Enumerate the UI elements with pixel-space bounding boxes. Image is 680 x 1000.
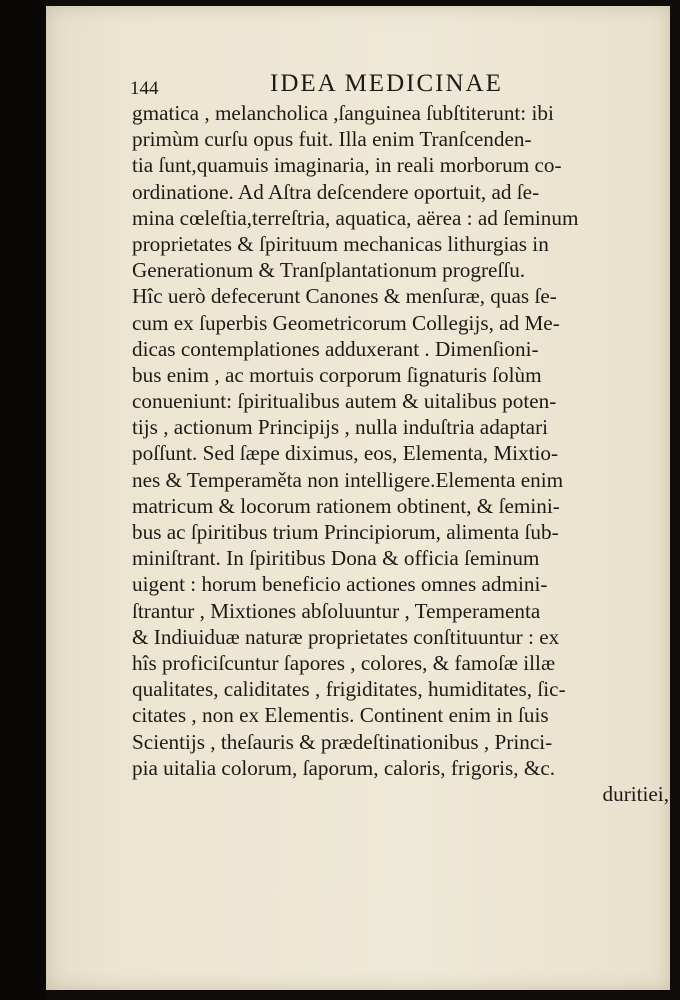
- text-line: bus enim , ac mortuis corporum ſignaturis ſolùm: [132, 362, 542, 387]
- text-line: ſtrantur , Mixtiones abſoluuntur , Temperamenta: [132, 598, 541, 623]
- text-line: & Indiuiduæ naturæ proprietates conſtituuntur : ex: [132, 624, 560, 649]
- catchword: duritiei,: [602, 781, 669, 806]
- text-line: tia ſunt,quamuis imaginaria, in reali morborum co-: [132, 153, 562, 178]
- text-line: poſſunt. Sed ſæpe diximus, eos, Elementa, Mixtio-: [132, 441, 559, 466]
- page-number: 144: [130, 78, 159, 99]
- text-line: gmatica , melancholica ,ſanguinea ſubſtiterunt: ibi: [132, 101, 554, 125]
- text-line: proprietates & ſpirituum mechanicas lithurgias in: [132, 231, 549, 256]
- text-line: cum ex ſuperbis Geometricorum Collegijs, ad Me-: [132, 310, 560, 335]
- text-line: ordinatione. Ad Aſtra deſcendere oportuit, ad ſe-: [132, 179, 540, 204]
- text-line: dicas contemplationes adduxerant . Dimenſioni-: [132, 336, 539, 361]
- text-line: qualitates, caliditates , frigiditates, humiditates, ſic-: [132, 677, 566, 702]
- text-line: bus ac ſpiritibus trium Principiorum, alimenta ſub-: [132, 520, 559, 544]
- text-line: miniſtrant. In ſpiritibus Dona & officia ſeminum: [132, 546, 540, 571]
- text-line: hîs proficiſcuntur ſapores , colores, & famoſæ illæ: [132, 650, 556, 675]
- text-line: Hîc uerò defecerunt Canones & menſuræ, quas ſe-: [132, 284, 557, 309]
- text-line: citates , non ex Elementis. Continent enim in ſuis: [132, 703, 549, 728]
- text-line: uigent : horum beneficio actiones omnes admini-: [132, 572, 548, 597]
- book-gutter: [0, 0, 46, 1000]
- text-line: matricum & locorum rationem obtinent, & ſemini-: [132, 493, 560, 518]
- text-line: Scientijs , theſauris & prædeſtinationibus , Princi-: [132, 729, 553, 754]
- text-line: conueniunt: ſpiritualibus autem & uitalibus poten-: [132, 389, 557, 414]
- text-line: Generationum & Tranſplantationum progreſſu.: [132, 258, 526, 283]
- page-header: [130, 70, 650, 100]
- text-line: tijs , actionum Principijs , nulla induſtria adaptari: [132, 415, 549, 440]
- text-line: primùm curſu opus fuit. Illa enim Tranſcenden-: [132, 127, 532, 152]
- body-text: [132, 100, 672, 807]
- text-line: mina cœleſtia,terreſtria, aquatica, aërea : ad ſeminum: [132, 205, 579, 230]
- text-line: nes & Temperaměta non intelligere.Elementa enim: [132, 467, 564, 492]
- running-head: IDEA MEDICINAE: [270, 70, 503, 97]
- text-line: pia uitalia colorum, ſaporum, caloris, frigoris, &c.: [132, 755, 556, 780]
